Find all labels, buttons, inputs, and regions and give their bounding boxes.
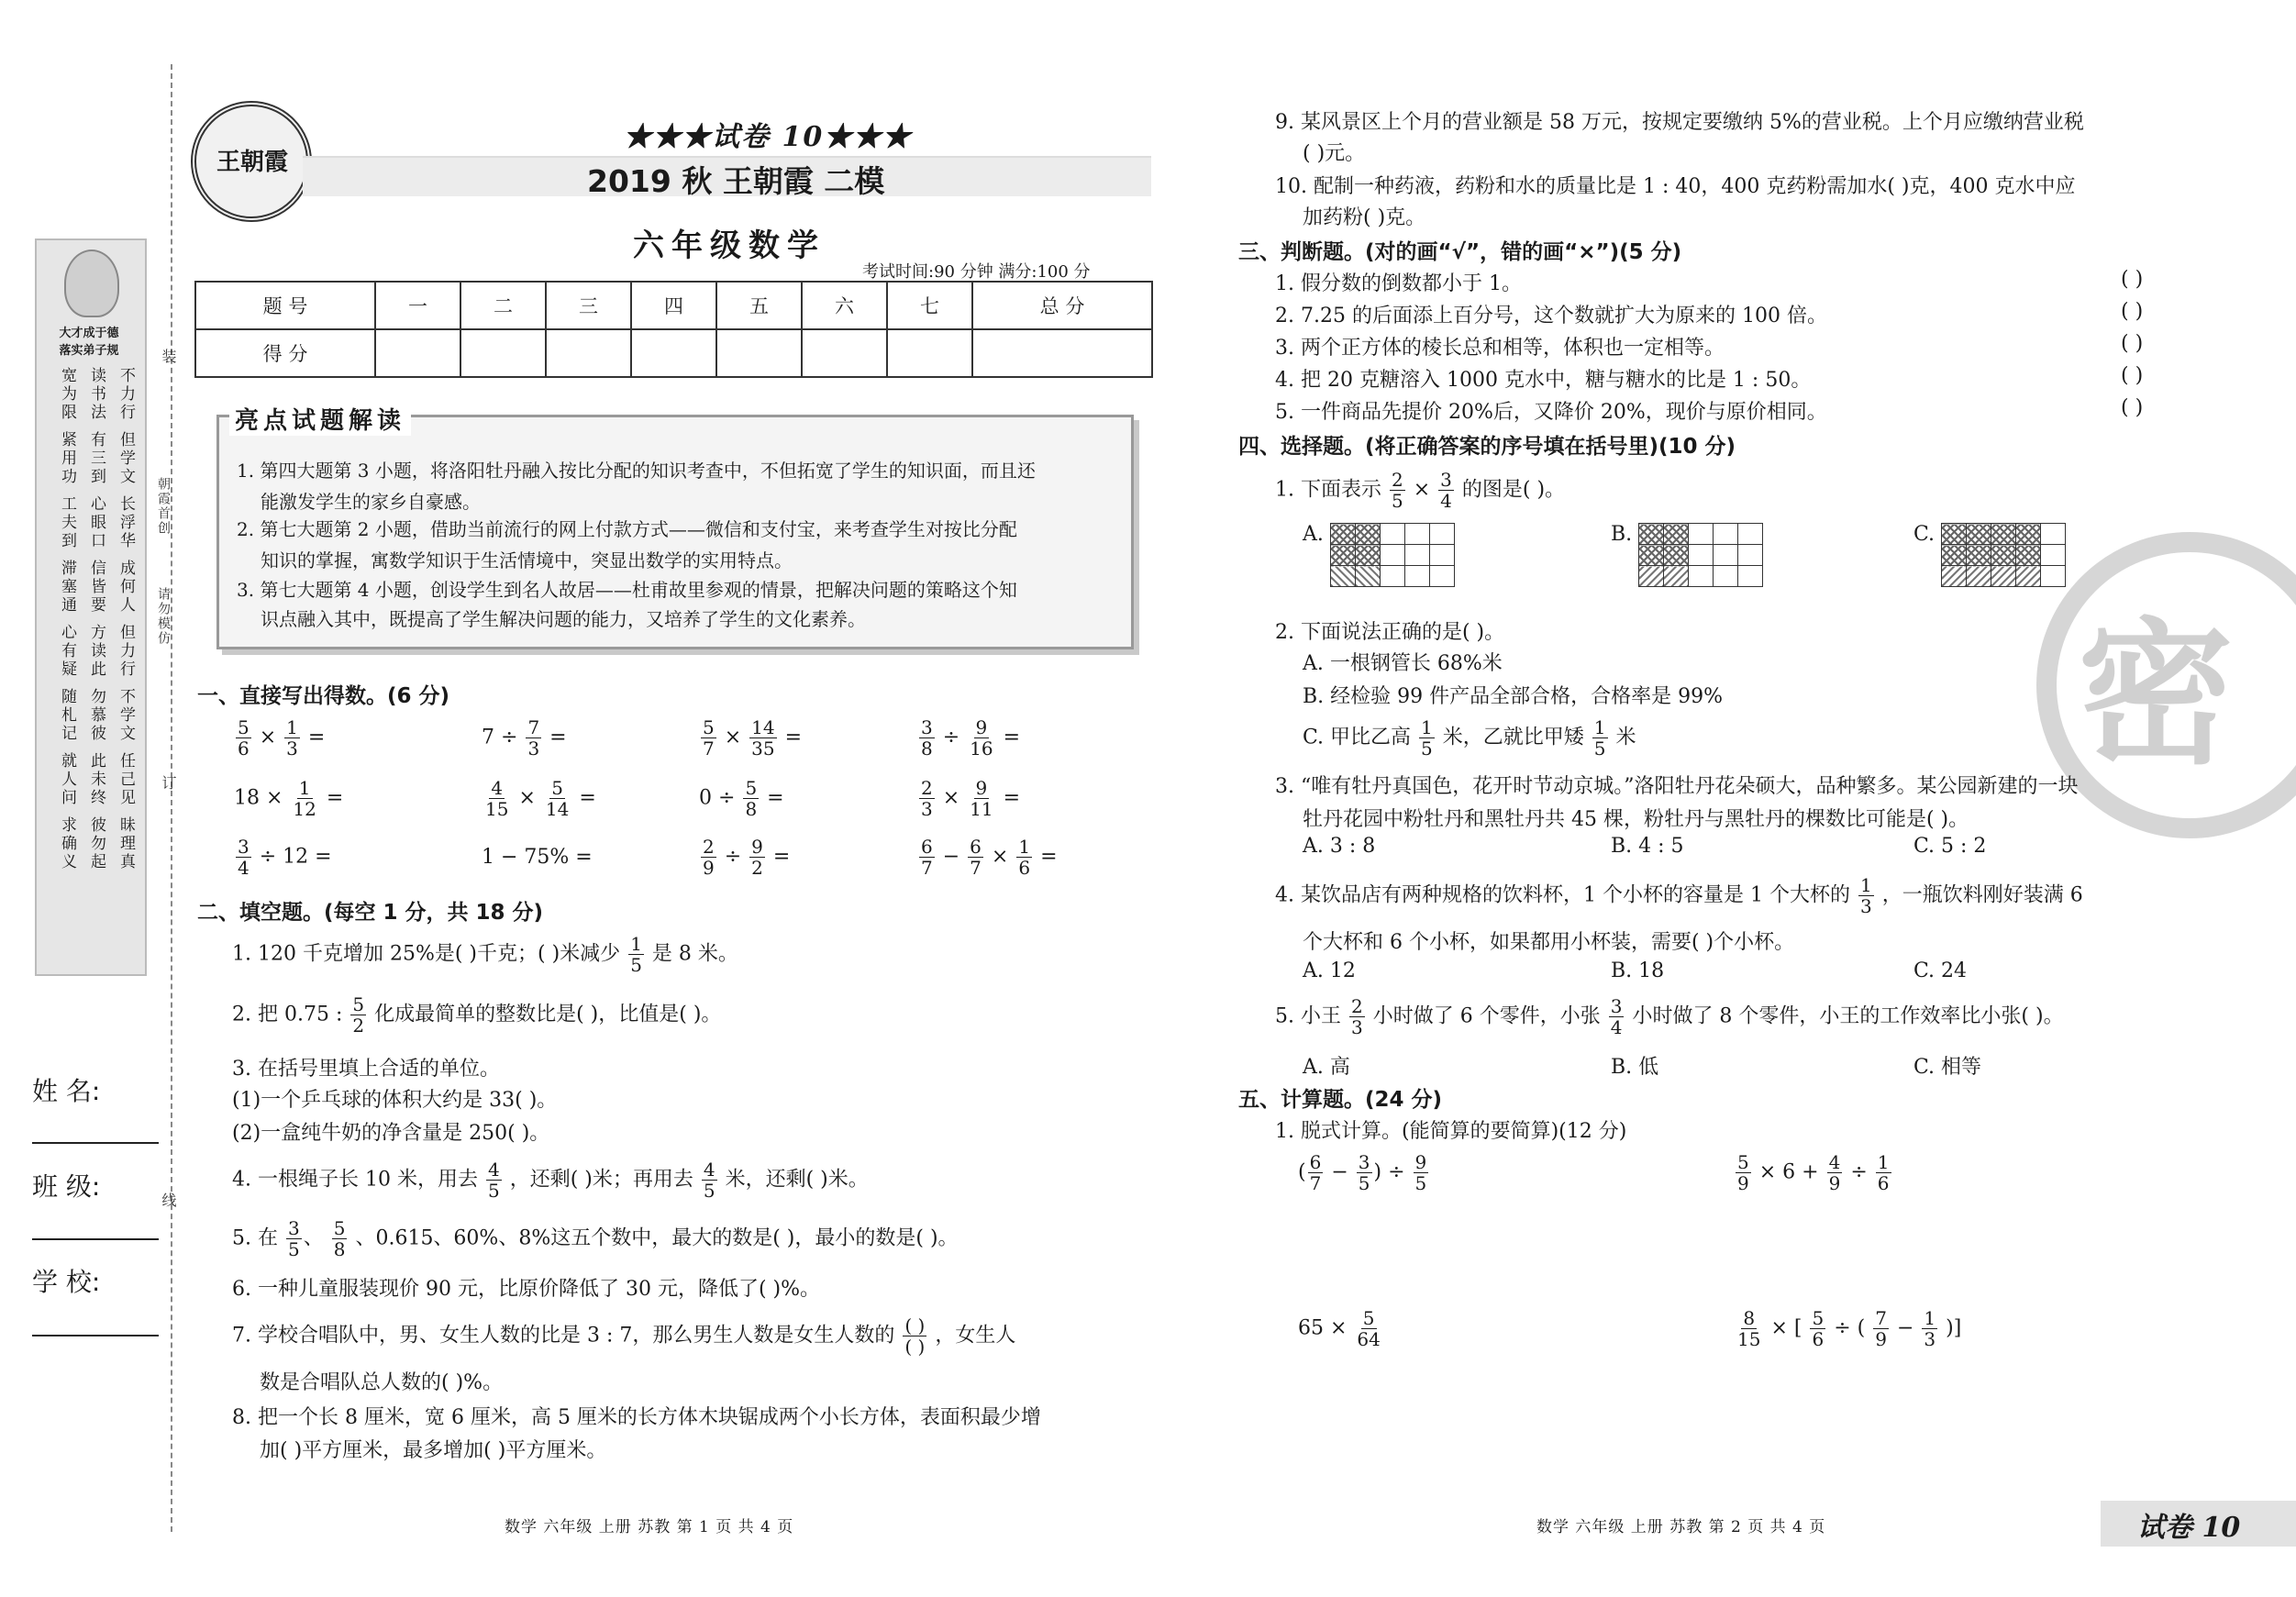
grid-cell [1664,545,1689,566]
option-label: C. 5 : 2 [1913,835,1987,858]
score-row-label: 得 分 [195,329,375,377]
fill-question: (2)一盒纯牛奶的净含量是 250( )。 [232,1122,550,1145]
verse-row [55,624,138,679]
binding-label: 朝霞首创 [156,477,171,536]
fraction-grid-c [1941,523,2066,587]
grid-cell [1356,524,1381,545]
answer-bracket[interactable]: ( ) [2121,268,2144,291]
calc-item: $\frac{4}{15}$ × $\frac{5}{14}$ = [485,777,596,820]
score-cell[interactable] [631,329,716,377]
grid-cell [1689,545,1714,566]
motto-line-1: 大才成于德 [59,327,119,340]
grid-cell [1639,524,1664,545]
calc-item: $\frac{3}{8}$ ÷ $\frac{9}{16}$ = [921,716,1021,760]
paper-number: ★★★试卷 10★★★ [624,121,913,153]
name-label: 姓 名: [32,1076,101,1106]
verse: 紧用功 [58,431,76,486]
judge-item: 3. 两个正方体的棱长总和相等，体积也一定相等。 [1275,337,1725,360]
fill-question: 7. 学校合唱队中，男、女生人数的比是 3 : 7，那么男生人数是女生人数的 ( ) ( ) ，女生人 [232,1314,1016,1358]
grid-cell [1942,524,1967,545]
grid-cell [1991,545,2016,566]
verse: 信皆要 [87,560,105,615]
motto-line-2: 落实弟子规 [59,344,119,358]
calc-item: 1 − 75% = [482,846,593,869]
verse: 有三到 [87,431,105,486]
option-label: B. 经检验 99 件产品全部合格，合格率是 99% [1303,685,1724,708]
exam-title: 2019 秋 王朝霞 二模 [587,163,885,199]
exam-info: 考试时间:90 分钟 满分:100 分 [862,262,1091,282]
score-header-cell: 三 [546,282,631,329]
score-header-label: 题 号 [195,282,375,329]
score-header-cell: 七 [887,282,972,329]
grid-cell [1664,566,1689,587]
answer-bracket[interactable]: ( ) [2121,364,2144,387]
judge-item: 5. 一件商品先提价 20%后，又降价 20%，现价与原价相同。 [1275,401,1827,424]
option-label: A. 高 [1303,1056,1350,1079]
grid-cell [1714,566,1738,587]
option-label: C. 24 [1913,959,1968,982]
verse: 方读此 [87,624,105,679]
grid-cell [1356,566,1381,587]
binding-label: 订 [160,775,177,792]
answer-bracket[interactable]: ( ) [2121,396,2144,419]
subject-title: 六年级数学 [633,227,826,264]
option-label: B. [1611,523,1633,546]
score-header-cell: 四 [631,282,716,329]
calc-expression: ( $\frac{6}{7}$ − $\frac{3}{5}$ ) ÷ $\frac{9}{5}$ [1298,1151,1427,1194]
score-table [194,281,1153,378]
grid-cell [1991,524,2016,545]
calc-item: $\frac{5}{6}$ × $\frac{1}{3}$ = [238,716,326,760]
grid-cell [1689,524,1714,545]
section-5-title: 五、计算题。(24 分) [1238,1088,1443,1112]
grid-cell [2016,545,2041,566]
grid-cell [1331,566,1356,587]
corner-paper-number: 试卷 10 [2137,1512,2241,1544]
score-header-cell: 五 [716,282,802,329]
grid-cell [1738,524,1763,545]
section-3-title: 三、判断题。(对的画“√”，错的画“×”)(5 分) [1238,240,1682,264]
verse-row [55,431,138,486]
class-label: 班 级: [32,1171,101,1202]
choice-question: 牡丹花园中粉牡丹和黑牡丹共 45 棵，粉牡丹与黑牡丹的棵数比可能是( )。 [1303,808,1969,831]
grid-cell [1689,566,1714,587]
grid-cell [1738,545,1763,566]
score-cell[interactable] [375,329,460,377]
grid-cell [1714,524,1738,545]
fill-question: 3. 在括号里填上合适的单位。 [232,1058,500,1081]
calc-item: 18 × $\frac{1}{12}$ = [234,777,344,820]
highlight-line: 知识的掌握，寓数学知识于生活情境中，突显出数学的实用特点。 [261,549,793,571]
calc-item: $\frac{2}{9}$ ÷ $\frac{9}{2}$ = [703,836,791,879]
score-cell[interactable] [546,329,631,377]
fraction-grid-b [1638,523,1763,587]
highlight-line: 能激发学生的家乡自豪感。 [261,491,481,513]
grid-cell [1664,524,1689,545]
grid-cell [2041,545,2066,566]
fill-question: 加药粉( )克。 [1303,206,1426,229]
fill-question: 10. 配制一种药液，药粉和水的质量比是 1 : 40，400 克药粉需加水( )克，400 克水中应 [1275,175,2076,198]
grid-cell [2016,524,2041,545]
verse-row [55,560,138,615]
grid-cell [1381,566,1405,587]
grid-cell [1967,545,1991,566]
score-cell[interactable] [972,329,1152,377]
verse: 彼勿起 [87,816,105,871]
grid-cell [1942,566,1967,587]
choice-question: 4. 某饮品店有两种规格的饮料杯，1 个小杯的容量是 1 个大杯的 $\frac{1}{3}$ ，一瓶饮料刚好装满 6 [1275,874,2083,917]
scholar-figure-icon [64,250,119,317]
fill-question: 4. 一根绳子长 10 米，用去 $\frac{4}{5}$ ，还剩( )米；再用去 $\frac{4}{5}$ 米，还剩( )米。 [232,1159,869,1202]
answer-bracket[interactable]: ( ) [2121,332,2144,355]
option-label: B. 18 [1611,959,1665,982]
verse: 不学文 [116,688,135,743]
verse: 读书法 [87,367,105,422]
verse: 但力行 [116,624,135,679]
class-field[interactable] [32,1238,159,1240]
fold-line [171,64,172,1532]
grid-cell [1967,524,1991,545]
calc-item: $\frac{6}{7}$ − $\frac{6}{7}$ × $\frac{1}{6}$ = [921,836,1058,879]
fill-question: 数是合唱队总人数的( )%。 [260,1371,504,1394]
grid-cell [1381,524,1405,545]
verse: 成何人 [116,560,135,615]
grid-cell [1430,566,1455,587]
grid-cell [1639,545,1664,566]
highlight-line: 2. 第七大题第 2 小题，借助当前流行的网上付款方式——微信和支付宝，来考查学生对按比分配 [237,518,1017,540]
grid-cell [2041,524,2066,545]
option-label: A. [1303,523,1324,546]
grid-cell [1331,545,1356,566]
verse: 昧理真 [116,816,135,871]
verse: 滞塞通 [58,560,76,615]
fill-question: 2. 把 0.75 : $\frac{5}{2}$ 化成最简单的整数比是( )，比值是( )。 [232,993,722,1037]
highlight-line: 1. 第四大题第 3 小题，将洛阳牡丹融入按比分配的知识考查中，不但拓宽了学生的知识面，而且还 [237,460,1036,482]
grid-cell [2016,566,2041,587]
school-label: 学 校: [32,1267,101,1297]
option-label: A. 3 : 8 [1303,835,1376,858]
section-4-title: 四、选择题。(将正确答案的序号填在括号里)(10 分) [1238,435,1736,459]
score-header-cell: 一 [375,282,460,329]
score-cell[interactable] [802,329,887,377]
verse: 就人问 [58,752,76,807]
verse: 随札记 [58,688,76,743]
judge-item: 4. 把 20 克糖溶入 1000 克水中，糖与糖水的比是 1 : 50。 [1275,369,1812,392]
binding-label: 线 [160,1192,177,1209]
grid-cell [1381,545,1405,566]
verse: 但学文 [116,431,135,486]
choice-question: 5. 小王 $\frac{2}{3}$ 小时做了 6 个零件，小张 $\frac{3}{4}$ 小时做了 8 个零件，小王的工作效率比小张( )。 [1275,995,2064,1038]
calc-item: 7 ÷ $\frac{7}{3}$ = [482,716,567,760]
verse: 工夫到 [58,495,76,550]
grid-cell [1991,566,2016,587]
motto [37,323,141,358]
highlight-line: 识点融入其中，既提高了学生解决问题的能力，又培养了学生的文化素养。 [261,608,866,630]
verse-row [55,816,138,871]
grid-cell [1967,566,1991,587]
highlight-line: 3. 第七大题第 4 小题，创设学生到名人故居——杜甫故里参观的情景，把解决问题的策略这个知 [237,579,1017,601]
fill-question: 5. 在 $\frac{3}{5}$ 、 $\frac{5}{8}$ 、0.615、60%、8%这五个数中，最大的数是( )，最小的数是( )。 [232,1217,959,1260]
binding-label: 装 [160,349,177,365]
calc-instruction: 1. 脱式计算。(能简算的要简算)(12 分) [1275,1120,1627,1143]
grid-cell [1430,545,1455,566]
verse-grid [55,367,138,881]
option-label: A. 12 [1303,959,1356,982]
highlight-title: 亮点试题解读 [229,402,411,436]
fill-question: 8. 把一个长 8 厘米，宽 6 厘米，高 5 厘米的长方体木块锯成两个小长方体，表面积最少增 [232,1406,1041,1429]
calc-expression: $\frac{8}{15}$ × [ $\frac{5}{6}$ ÷ ( $\frac{7}{9}$ − $\frac{1}{3}$ )] [1737,1307,1962,1350]
brand-logo [191,101,312,222]
verse: 长浮华 [116,495,135,550]
verse: 不力行 [116,367,135,422]
verse-row [55,495,138,550]
right-page [1183,0,2296,1597]
answer-bracket[interactable]: ( ) [2121,300,2144,323]
score-value-row [195,329,1152,377]
grid-cell [1942,545,1967,566]
grid-cell [1405,524,1430,545]
calc-item: 0 ÷ $\frac{5}{8}$ = [699,777,784,820]
option-label: C. 相等 [1913,1056,1982,1079]
option-label: B. 4 : 5 [1611,835,1684,858]
fill-question: 9. 某风景区上个月的营业额是 58 万元，按规定要缴纳 5%的营业税。上个月应缴纳营业税 [1275,111,2084,134]
judge-item: 2. 7.25 的后面添上百分号，这个数就扩大为原来的 100 倍。 [1275,305,1827,327]
judge-item: 1. 假分数的倒数都小于 1。 [1275,272,1522,295]
grid-cell [1331,524,1356,545]
verse-row [55,752,138,807]
grid-cell [1738,566,1763,587]
verse: 任己见 [116,752,135,807]
page-footer-right: 数学 六年级 上册 苏教 第 2 页 共 4 页 [1536,1518,1826,1536]
score-header-cell: 六 [802,282,887,329]
grid-cell [1430,524,1455,545]
grid-cell [2041,566,2066,587]
fraction-grid-a [1330,523,1455,587]
fill-question: (1)一个乒乓球的体积大约是 33( )。 [232,1089,558,1112]
option-label: A. 一根钢管长 68%米 [1303,652,1503,675]
verse-list [55,367,138,871]
score-cell[interactable] [716,329,802,377]
verse: 勿慕彼 [87,688,105,743]
name-field[interactable] [32,1142,159,1144]
binding-label: 请勿模仿 [156,587,171,646]
option-label: B. 低 [1611,1056,1659,1079]
calc-expression: $\frac{5}{9}$ × 6 + $\frac{4}{9}$ ÷ $\frac{1}{6}$ [1737,1151,1890,1194]
calc-item: $\frac{5}{7}$ × $\frac{14}{35}$ = [703,716,803,760]
option-label: C. 甲比乙高 $\frac{1}{5}$ 米，乙就比甲矮 $\frac{1}{5}$ 米 [1303,716,1636,760]
verse-row [55,367,138,422]
option-label: C. [1913,523,1936,546]
page-footer-left: 数学 六年级 上册 苏教 第 1 页 共 4 页 [505,1518,794,1536]
grid-cell [1405,566,1430,587]
fill-question: ( )元。 [1303,142,1366,165]
verse: 心有疑 [58,624,76,679]
calc-expression: 65 × $\frac{5}{64}$ [1298,1307,1381,1350]
choice-question: 个大杯和 6 个小杯，如果都用小杯装，需要( )个小杯。 [1303,931,1795,954]
score-cell[interactable] [887,329,972,377]
logo-text: 王朝霞 [216,149,289,176]
fill-question: 6. 一种儿童服装现价 90 元，比原价降低了 30 元，降低了( )%。 [232,1278,821,1301]
school-field[interactable] [32,1335,159,1336]
choice-question: 1. 下面表示 $\frac{2}{5}$ × $\frac{3}{4}$ 的图是( )。 [1275,469,1566,512]
verse: 此未终 [87,752,105,807]
score-header-cell: 总 分 [972,282,1152,329]
watermark-char: 密 [2078,604,2235,786]
section-1-title: 一、直接写出得数。(6 分) [197,684,450,708]
calc-item: $\frac{2}{3}$ × $\frac{9}{11}$ = [921,777,1021,820]
grid-cell [1639,566,1664,587]
score-header-cell: 二 [460,282,546,329]
verse: 宽为限 [58,367,76,422]
fill-question: 加( )平方厘米，最多增加( )平方厘米。 [260,1439,607,1462]
verse: 求确义 [58,816,76,871]
choice-question: 3. “唯有牡丹真国色，花开时节动京城。”洛阳牡丹花朵硕大，品种繁多。某公园新建的一块 [1275,775,2079,798]
grid-cell [1405,545,1430,566]
verse-row [55,688,138,743]
verse: 心眼口 [87,495,105,550]
fill-question: 1. 120 千克增加 25%是( )千克；( )米减少 $\frac{1}{5}$ 是 8 米。 [232,933,738,976]
grid-cell [1356,545,1381,566]
grid-cell [1714,545,1738,566]
score-cell[interactable] [460,329,546,377]
section-2-title: 二、填空题。(每空 1 分，共 18 分) [197,901,544,925]
score-header-row [195,282,1152,329]
choice-question: 2. 下面说法正确的是( )。 [1275,621,1505,644]
calc-item: $\frac{3}{4}$ ÷ 12 = [238,836,332,879]
